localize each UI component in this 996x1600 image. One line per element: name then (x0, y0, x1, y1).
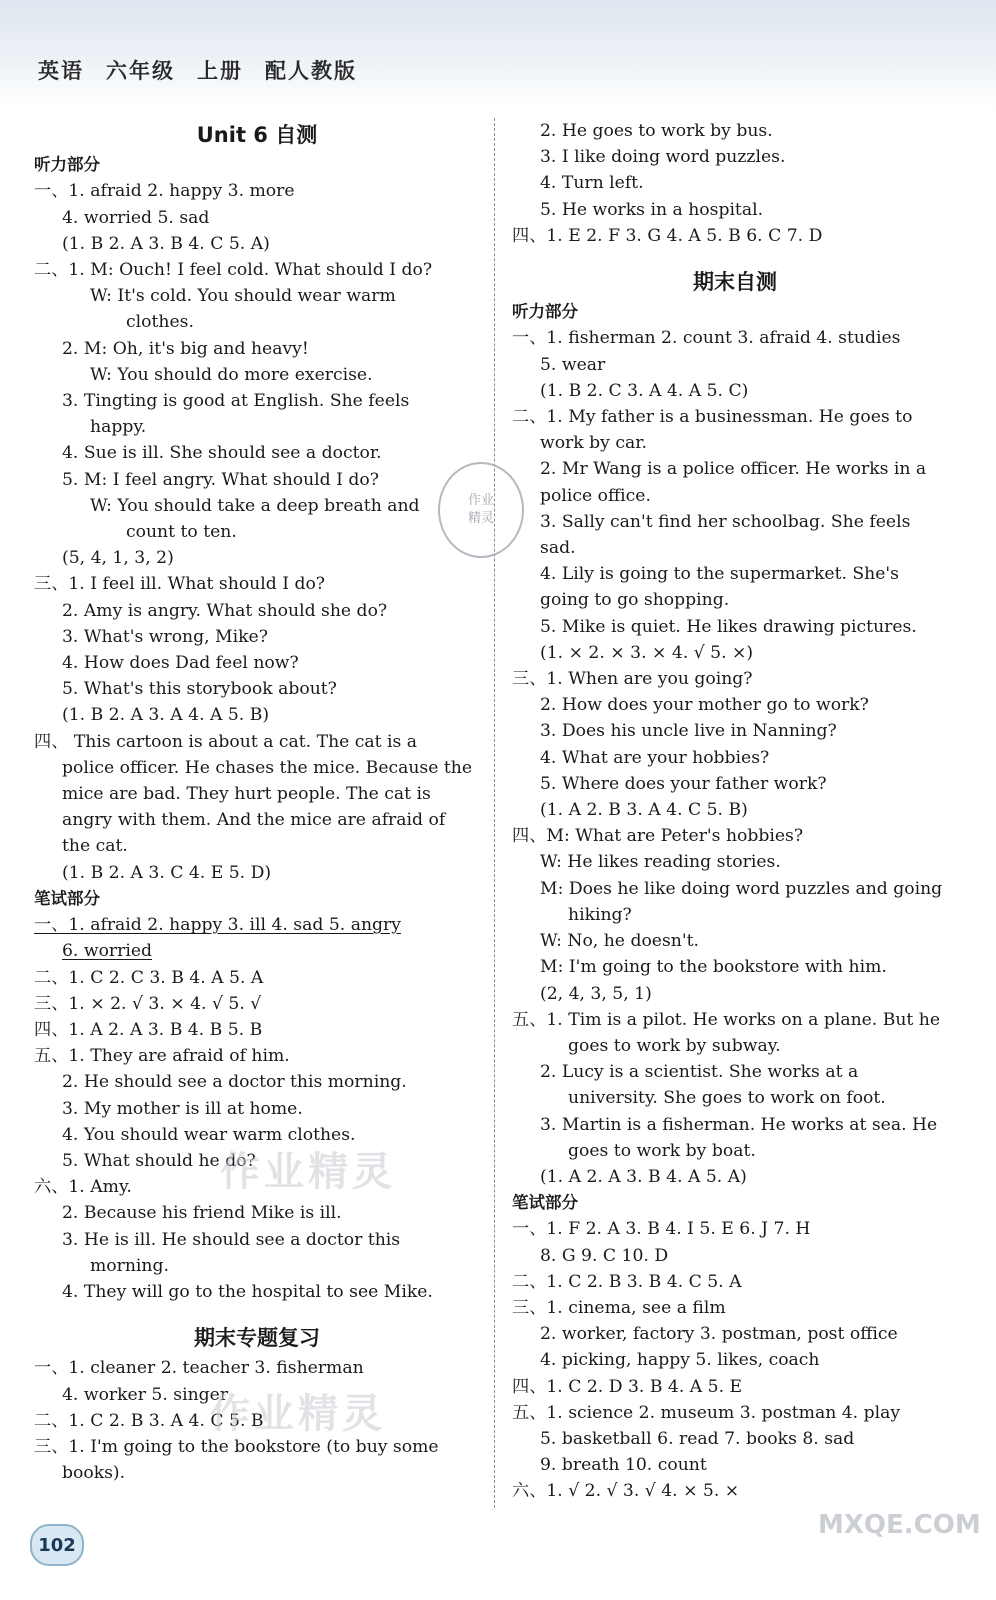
answer-line: 四、1. E 2. F 3. G 4. A 5. B 6. C 7. D (512, 225, 823, 246)
part-heading: 笔试部分 (34, 888, 100, 908)
header-grade: 六年级 (106, 59, 175, 83)
answer-line: sad. (540, 538, 576, 559)
answer-line: (1. × 2. × 3. × 4. √ 5. ×) (540, 642, 754, 663)
section-title: 期末专题复习 (194, 1326, 320, 1351)
book-header (38, 55, 379, 85)
answer-line: (1. B 2. A 3. A 4. A 5. B) (62, 705, 270, 726)
answer-line: happy. (90, 417, 147, 438)
answer-line: M: I'm going to the bookstore with him. (540, 957, 887, 978)
header-subject: 英语 (38, 59, 84, 83)
answer-line: (1. A 2. B 3. A 4. C 5. B) (540, 800, 748, 821)
answer-line: goes to work by subway. (568, 1035, 781, 1056)
answer-line: 4. What are your hobbies? (540, 747, 770, 768)
watermark-2: 作业精灵 (210, 1391, 386, 1437)
answer-line: 5. Where does your father work? (540, 773, 827, 794)
answer-line: 6. worried (62, 941, 153, 962)
answer-line: 2. worker, factory 3. postman, post office (540, 1324, 898, 1345)
answer-line: 二、1. My father is a businessman. He goes to (512, 407, 913, 428)
answer-line: books). (62, 1463, 126, 1484)
answer-line: 四、1. A 2. A 3. B 4. B 5. B (34, 1019, 263, 1040)
answer-line: 3. Tingting is good at English. She feels (62, 391, 410, 412)
answer-line: 4. Lily is going to the supermarket. She's (540, 564, 899, 585)
answer-line: 2. He should see a doctor this morning. (62, 1072, 407, 1093)
answer-line: 六、1. Amy. (34, 1177, 132, 1198)
watermark-site: MXQE.COM (818, 1510, 981, 1540)
answer-line: W: No, he doesn't. (540, 931, 699, 952)
answer-line: (1. B 2. A 3. B 4. C 5. A) (62, 233, 270, 254)
answer-line: 3. He is ill. He should see a doctor this (62, 1229, 401, 1250)
answer-line: police officer. He chases the mice. Because the (62, 757, 473, 778)
right-column (512, 118, 958, 1505)
part-heading: 笔试部分 (512, 1193, 578, 1213)
answer-line: 五、1. They are afraid of him. (34, 1046, 290, 1067)
watermark-1: 作业精灵 (220, 1149, 396, 1195)
stamp-logo (438, 462, 524, 558)
answer-line: university. She goes to work on foot. (568, 1088, 886, 1109)
answer-line: 2. Because his friend Mike is ill. (62, 1203, 342, 1224)
answer-line: 五、1. science 2. museum 3. postman 4. play (512, 1402, 901, 1423)
answer-line: 六、1. √ 2. √ 3. √ 4. × 5. × (512, 1481, 740, 1502)
answer-line: 4. They will go to the hospital to see Mike. (62, 1281, 433, 1302)
answer-line: (1. B 2. A 3. C 4. E 5. D) (62, 862, 272, 883)
stamp-line-2: 精灵 (467, 511, 494, 526)
answer-line: 4. picking, happy 5. likes, coach (540, 1350, 820, 1371)
answer-line: 四、1. C 2. D 3. B 4. A 5. E (512, 1376, 743, 1397)
part-heading: 听力部分 (34, 155, 100, 175)
answer-line: 5. basketball 6. read 7. books 8. sad (540, 1428, 855, 1449)
answer-line: work by car. (540, 433, 647, 454)
answer-line: count to ten. (126, 522, 237, 543)
answer-line: 四、 This cartoon is about a cat. The cat is a (34, 731, 418, 752)
answer-line: 3. Does his uncle live in Nanning? (540, 721, 837, 742)
answer-line: 2. How does your mother go to work? (540, 695, 869, 716)
answer-line: (1. A 2. A 3. B 4. A 5. A) (540, 1166, 747, 1187)
answer-line: 2. He goes to work by bus. (540, 121, 773, 141)
answer-line: 二、1. C 2. C 3. B 4. A 5. A (34, 967, 264, 988)
answer-line: hiking? (568, 904, 632, 925)
answer-line: 一、1. fisherman 2. count 3. afraid 4. studies (512, 328, 901, 349)
answer-line: 2. Amy is angry. What should she do? (62, 600, 388, 621)
answer-line: 三、1. When are you going? (512, 669, 753, 690)
answer-line: 5. What should he do? (62, 1150, 256, 1171)
answer-line: 4. Sue is ill. She should see a doctor. (62, 443, 382, 464)
page-number: 102 (30, 1524, 84, 1566)
answer-line: W: You should do more exercise. (90, 364, 373, 385)
answer-line: morning. (90, 1255, 169, 1276)
answer-line: 3. What's wrong, Mike? (62, 626, 268, 647)
answer-line: 3. Martin is a fisherman. He works at sea. He (540, 1114, 938, 1135)
section-title: 期末自测 (693, 270, 777, 295)
answer-line: 2. Lucy is a scientist. She works at a (540, 1062, 859, 1083)
answer-line: W: You should take a deep breath and (90, 495, 420, 516)
answer-line: the cat. (62, 836, 128, 857)
answer-line: going to go shopping. (540, 590, 730, 611)
answer-line: (5, 4, 1, 3, 2) (62, 548, 174, 569)
answer-line: 5. Mike is quiet. He likes drawing pictures. (540, 616, 917, 637)
answer-line: 二、1. M: Ouch! I feel cold. What should I do? (34, 260, 433, 281)
answer-line: goes to work by boat. (568, 1140, 756, 1161)
answer-line: 4. You should wear warm clothes. (62, 1124, 356, 1145)
answer-line: 一、1. F 2. A 3. B 4. I 5. E 6. J 7. H (512, 1219, 811, 1240)
answer-line: 三、1. I'm going to the bookstore (to buy some (34, 1436, 439, 1457)
answer-line: 3. My mother is ill at home. (62, 1098, 303, 1119)
answer-line: 二、1. C 2. B 3. A 4. C 5. B (34, 1410, 264, 1431)
part-heading: 听力部分 (512, 302, 578, 322)
answer-line: 9. breath 10. count (540, 1455, 707, 1476)
answer-line: W: He likes reading stories. (540, 852, 781, 873)
answer-line: 一、1. afraid 2. happy 3. more (34, 181, 295, 202)
answer-line: 三、1. I feel ill. What should I do? (34, 574, 326, 595)
answer-line: 五、1. Tim is a pilot. He works on a plane. But he (512, 1009, 941, 1030)
answer-line: 一、1. afraid 2. happy 3. ill 4. sad 5. angry (34, 915, 401, 936)
answer-line: (2, 4, 3, 5, 1) (540, 983, 652, 1004)
stamp-line-1: 作业 (467, 493, 494, 508)
answer-line: 2. Mr Wang is a police officer. He works in a (540, 459, 927, 480)
answer-line: 5. wear (540, 354, 606, 375)
column-divider (494, 118, 495, 1508)
answer-line: M: Does he like doing word puzzles and going (540, 878, 943, 899)
answer-line: 8. G 9. C 10. D (540, 1245, 669, 1266)
answer-line: clothes. (126, 312, 194, 333)
answer-line: 4. worker 5. singer (62, 1384, 229, 1405)
answer-line: 三、1. cinema, see a film (512, 1297, 726, 1318)
answer-line: mice are bad. They hurt people. The cat is (62, 784, 431, 805)
answer-line: 3. I like doing word puzzles. (540, 147, 786, 168)
answer-line: 一、1. cleaner 2. teacher 3. fisherman (34, 1358, 364, 1379)
answer-line: 4. Turn left. (540, 173, 644, 194)
left-column (34, 118, 480, 1486)
answer-line: 四、M: What are Peter's hobbies? (512, 826, 804, 847)
answer-line: W: It's cold. You should wear warm (90, 286, 396, 307)
header-edition: 配人教版 (265, 59, 357, 83)
section-title: Unit 6 自测 (196, 123, 318, 147)
answer-line: (1. B 2. C 3. A 4. A 5. C) (540, 380, 749, 401)
answer-line: 4. worried 5. sad (62, 207, 210, 228)
answer-line: 5. What's this storybook about? (62, 679, 337, 700)
answer-line: 三、1. × 2. √ 3. × 4. √ 5. √ (34, 993, 262, 1014)
answer-line: police office. (540, 485, 651, 506)
answer-line: 3. Sally can't find her schoolbag. She feels (540, 511, 911, 532)
answer-line: angry with them. And the mice are afraid of (62, 810, 446, 831)
header-volume: 上册 (197, 59, 243, 83)
answer-line: 二、1. C 2. B 3. B 4. C 5. A (512, 1271, 742, 1292)
answer-line: 5. M: I feel angry. What should I do? (62, 469, 379, 490)
answer-line: 4. How does Dad feel now? (62, 653, 299, 674)
answer-line: 5. He works in a hospital. (540, 199, 764, 220)
answer-line: 2. M: Oh, it's big and heavy! (62, 338, 309, 359)
